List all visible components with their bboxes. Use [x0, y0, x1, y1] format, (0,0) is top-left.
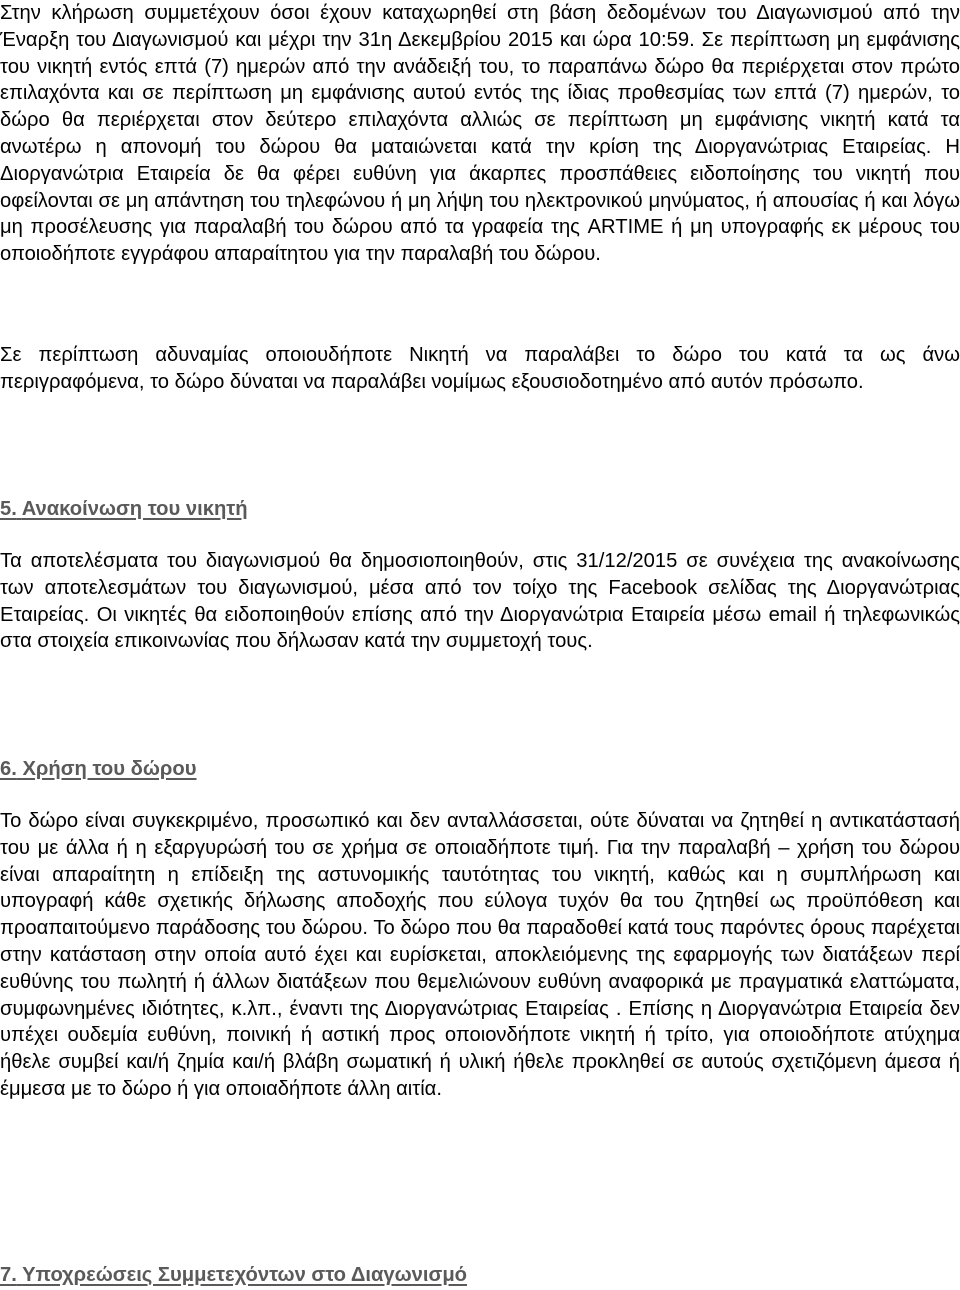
section-heading-winner-announcement — [0, 496, 248, 523]
paragraph-authorized-person: Σε περίπτωση αδυναμίας οποιουδήποτε Νικητή να παραλάβει το δώρο του κατά τα ως άνω περιγραφόμενα, το δώρο δύναται να παραλάβει νομίμως εξουσιοδοτημένο από αυτόν πρόσωπο. — [0, 344, 960, 393]
section-number: 6. — [0, 758, 17, 780]
section-title: Υποχρεώσεις Συμμετεχόντων στο Διαγωνισμό — [22, 1264, 468, 1286]
section-number: 7. — [0, 1264, 17, 1286]
paragraph-draw-rules: Στην κλήρωση συμμετέχουν όσοι έχουν καταχωρηθεί στη βάση δεδομένων του Διαγωνισμού από την Έναρξη του Διαγωνισμού και μέχρι την 31η Δεκεμβρίου 2015 και ώρα 10:59. Σε περίπτωση μη εμφάνισης του νικητή εντός επτά (7) ημερών από την ανάδειξή του, το παραπάνω δώρο θα περιέρχεται στον πρώτο επιλαχόντα και σε περίπτωση μη εμφάνισης αυτού εντός της ίδιας προθεσμίας των επτά (7) ημερών, το δώρο θα περιέρχεται στον δεύτερο επιλαχόντα αλλιώς σε περίπτωση μη εμφάνισης νικητή κατά τα ανωτέρω η απονομή του δώρου θα ματαιώνεται κατά την κρίση της Διοργανώτριας Εταιρείας. Η Διοργανώτρια Εταιρεία δε θα φέρει ευθύνη για άκαρπες προσπάθειες ειδοποίησης του νικητή που οφείλονται σε μη απάντηση του τηλεφώνου ή μη λήψη του ηλεκτρονικού μηνύματος, ή απουσίας ή και λόγω μη προσέλευσης για παραλαβή του δώρου από τα γραφεία της ARTIME ή μη υπογραφής εκ μέρους του οποιοδήποτε εγγράφου απαραίτητου για την παραλαβή του δώρου. — [0, 2, 960, 266]
section-heading-gift-use — [0, 756, 197, 783]
section-title: Ανακοίνωση του νικητή — [21, 498, 248, 520]
paragraph-gift-use: Το δώρο είναι συγκεκριμένο, προσωπικό και δεν ανταλλάσσεται, ούτε δύναται να ζητηθεί η αντικατάστασή του με άλλα ή η εξαργυρώσή του σε χρήμα σε οποιαδήποτε τιμή. Για την παραλαβή – χρήση του δώρου είναι απαραίτητη η επίδειξη της αστυνομικής ταυτότητας του νικητή, καθώς και η συμπλήρωση και υπογραφή κάθε σχετικής δήλωσης αποδοχής που εύλογα τυχόν θα του ζητηθεί ως προϋπόθεση και προαπαιτούμενο παράδοσης του δώρου. Το δώρο που θα παραδοθεί κατά τους παρόντες όρους παρέχεται στην κατάσταση στην οποία αυτό έχει και ευρίσκεται, αποκλειόμενης της εφαρμογής των διατάξεων περί ευθύνης του πωλητή ή άλλων διατάξεων που θεμελιώνουν ευθύνη αναφορικά με πραγματικά ελαττώματα, συμφωνημένες ιδιότητες, κ.λπ., έναντι της Διοργανώτριας Εταιρείας . Επίσης η Διοργανώτρια Εταιρεία δεν υπέχει ουδεμία ευθύνη, ποινική ή αστική προς οποιονδήποτε νικητή ή τρίτο, για οποιοδήποτε ατύχημα ήθελε συμβεί και/ή ζημία και/ή βλάβη σωματική ή υλική ήθελε προκληθεί σε αυτούς σχετιζόμενη άμεσα ή έμμεσα με το δώρο ή για οποιαδήποτε άλλη αιτία. — [0, 810, 960, 1100]
paragraph-winner-announcement: Τα αποτελέσματα του διαγωνισμού θα δημοσιοποιηθούν, στις 31/12/2015 σε συνέχεια της ανακοίνωσης των αποτελεσμάτων του διαγωνισμού, μέσα από τον τοίχο της Facebook σελίδας της Διοργανώτριας Εταιρείας. Οι νικητές θα ειδοποιηθούν επίσης από την Διοργανώτρια Εταιρεία μέσω email ή τηλεφωνικώς στα στοιχεία επικοινωνίας που δήλωσαν κατά την συμμετοχή τους. — [0, 550, 960, 653]
section-heading-participant-obligations — [0, 1262, 467, 1289]
section-number: 5. — [0, 498, 17, 520]
section-title: Χρήση του δώρου — [22, 758, 197, 780]
